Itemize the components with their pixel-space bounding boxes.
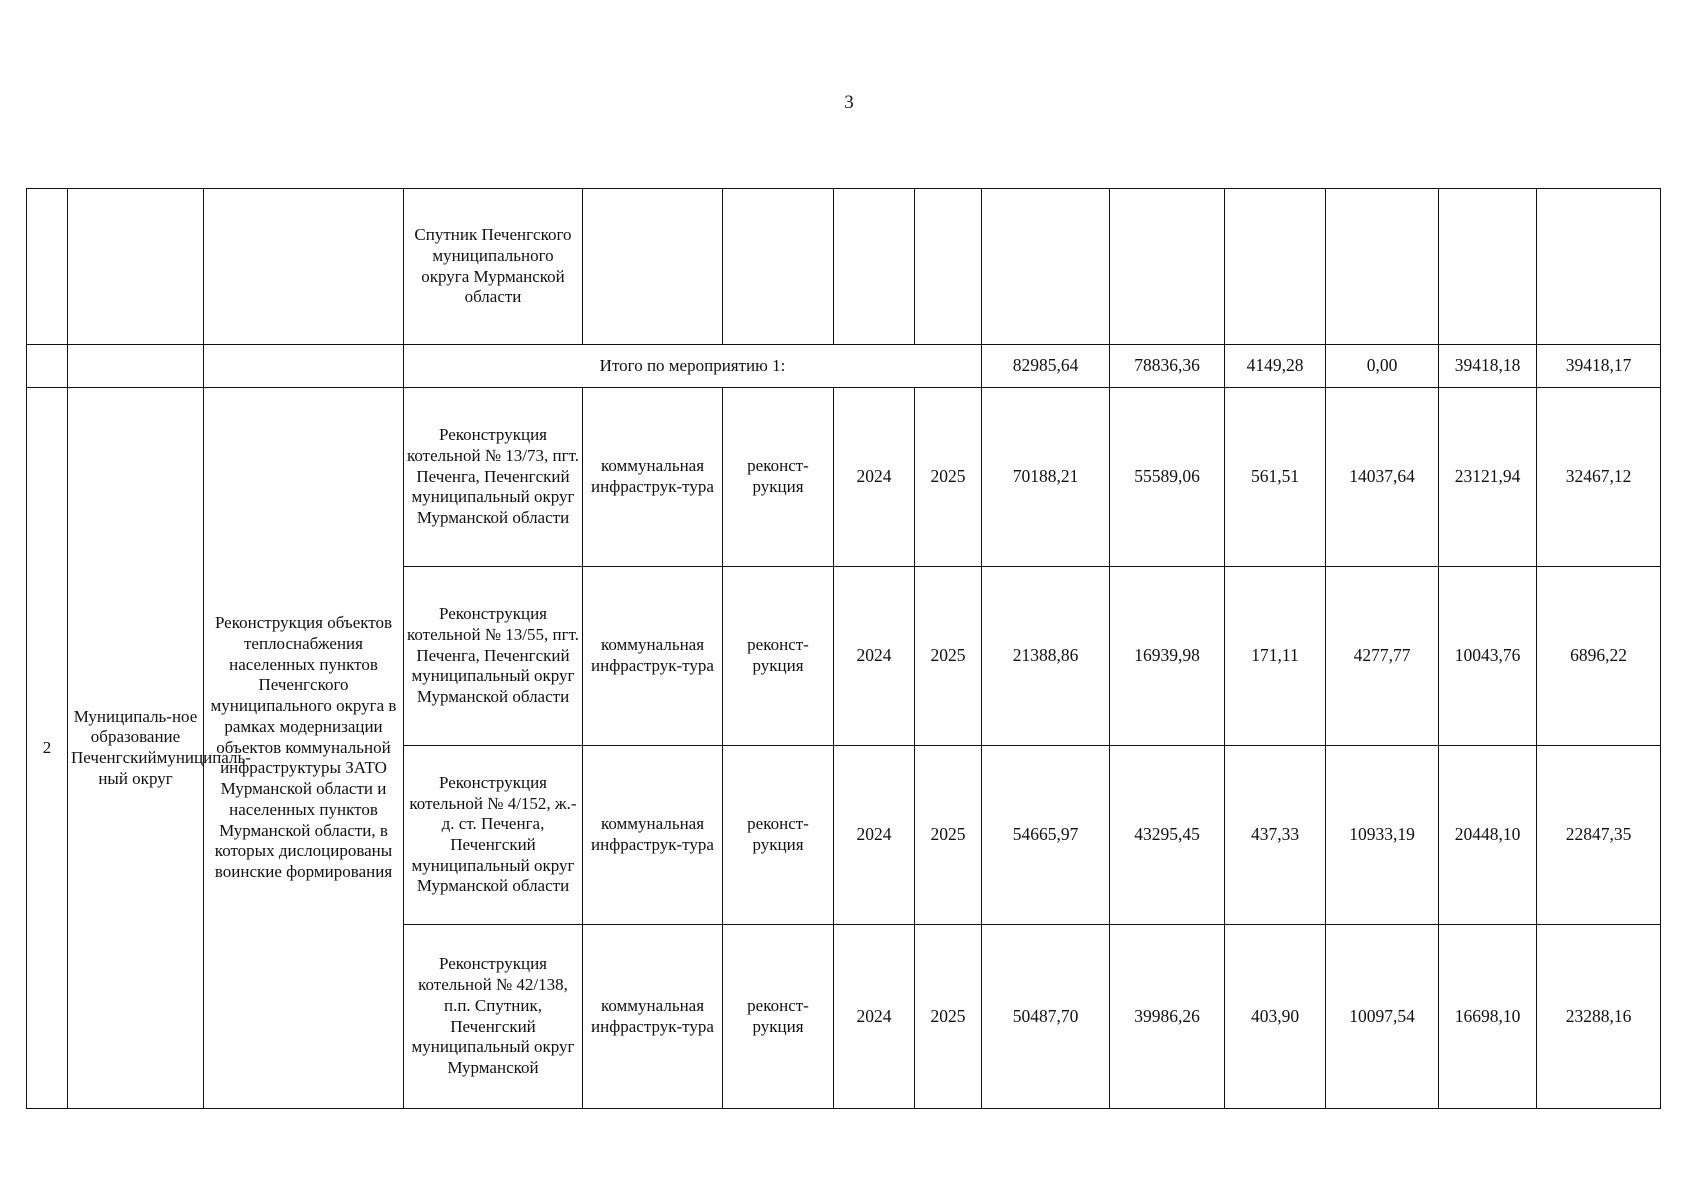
value-cell: 171,11: [1225, 567, 1326, 746]
value-cell: 70188,21: [982, 388, 1110, 567]
start-year-cell: 2024: [834, 925, 915, 1109]
end-year-cell: 2025: [915, 567, 982, 746]
value-cell: 561,51: [1225, 388, 1326, 567]
value-cell: 22847,35: [1537, 746, 1661, 925]
total-label: Итого по мероприятию 1:: [404, 345, 982, 388]
value-cell: 32467,12: [1537, 388, 1661, 567]
value-cell: 16939,98: [1110, 567, 1225, 746]
total-value: 39418,18: [1439, 345, 1537, 388]
work-type-cell: реконст-рукция: [723, 925, 834, 1109]
cell-empty: [982, 189, 1110, 345]
value-cell: 39986,26: [1110, 925, 1225, 1109]
work-type-cell: реконст-рукция: [723, 567, 834, 746]
table-row: [27, 189, 1661, 345]
work-type-cell: реконст-рукция: [723, 388, 834, 567]
cell-empty: [68, 189, 204, 345]
object-name-cell: Реконструкция котельной № 4/152, ж.-д. ст. Печенга, Печенгский муниципальный округ Мурманской области: [404, 746, 583, 925]
value-cell: 23121,94: [1439, 388, 1537, 567]
cell-empty: [204, 345, 404, 388]
cell-empty: [204, 189, 404, 345]
work-type-cell: реконст-рукция: [723, 746, 834, 925]
value-cell: 21388,86: [982, 567, 1110, 746]
total-value: 78836,36: [1110, 345, 1225, 388]
start-year-cell: 2024: [834, 567, 915, 746]
start-year-cell: 2024: [834, 746, 915, 925]
value-cell: 4277,77: [1326, 567, 1439, 746]
value-cell: 20448,10: [1439, 746, 1537, 925]
cell-empty: [583, 189, 723, 345]
total-value: 4149,28: [1225, 345, 1326, 388]
municipality-cell: Муниципаль-ное образование Печенгскиймуниципаль-ный округ: [68, 388, 204, 1109]
cell-empty: [27, 189, 68, 345]
value-cell: 55589,06: [1110, 388, 1225, 567]
table-row: [27, 388, 1661, 567]
end-year-cell: 2025: [915, 925, 982, 1109]
total-row: [27, 345, 1661, 388]
row-number: 2: [27, 388, 68, 1109]
object-name-cell: Реконструкция котельной № 42/138, п.п. Спутник, Печенгский муниципальный округ Мурманской: [404, 925, 583, 1109]
value-cell: 10043,76: [1439, 567, 1537, 746]
cell-empty: [1439, 189, 1537, 345]
cell-empty: [1225, 189, 1326, 345]
cell-empty: [27, 345, 68, 388]
cell-empty: [723, 189, 834, 345]
sphere-cell: коммунальная инфраструк-тура: [583, 388, 723, 567]
value-cell: 54665,97: [982, 746, 1110, 925]
value-cell: 437,33: [1225, 746, 1326, 925]
sphere-cell: коммунальная инфраструк-тура: [583, 746, 723, 925]
value-cell: 10933,19: [1326, 746, 1439, 925]
value-cell: 10097,54: [1326, 925, 1439, 1109]
object-name-cell: Реконструкция котельной № 13/55, пгт. Печенга, Печенгский муниципальный округ Мурманской области: [404, 567, 583, 746]
measure-cell: Реконструкция объектов теплоснабжения населенных пунктов Печенгского муниципального округа в рамках модернизации объектов коммунальной инфраструктуры ЗАТО Мурманской области и населенных пунктов Мурманской области, в которых дислоцированы воинские формирования: [204, 388, 404, 1109]
value-cell: 403,90: [1225, 925, 1326, 1109]
sphere-cell: коммунальная инфраструк-тура: [583, 567, 723, 746]
page-number: 3: [844, 92, 854, 113]
object-name-cell: Спутник Печенгского муниципального округа Мурманской области: [404, 189, 583, 345]
value-cell: 43295,45: [1110, 746, 1225, 925]
cell-empty: [915, 189, 982, 345]
total-value: 39418,17: [1537, 345, 1661, 388]
value-cell: 50487,70: [982, 925, 1110, 1109]
end-year-cell: 2025: [915, 746, 982, 925]
value-cell: 14037,64: [1326, 388, 1439, 567]
value-cell: 23288,16: [1537, 925, 1661, 1109]
program-measures-table: [26, 188, 1661, 1109]
cell-empty: [68, 345, 204, 388]
start-year-cell: 2024: [834, 388, 915, 567]
cell-empty: [834, 189, 915, 345]
value-cell: 16698,10: [1439, 925, 1537, 1109]
total-value: 82985,64: [982, 345, 1110, 388]
end-year-cell: 2025: [915, 388, 982, 567]
object-name-cell: Реконструкция котельной № 13/73, пгт. Печенга, Печенгский муниципальный округ Мурманской области: [404, 388, 583, 567]
value-cell: 6896,22: [1537, 567, 1661, 746]
sphere-cell: коммунальная инфраструк-тура: [583, 925, 723, 1109]
total-value: 0,00: [1326, 345, 1439, 388]
cell-empty: [1537, 189, 1661, 345]
cell-empty: [1110, 189, 1225, 345]
cell-empty: [1326, 189, 1439, 345]
